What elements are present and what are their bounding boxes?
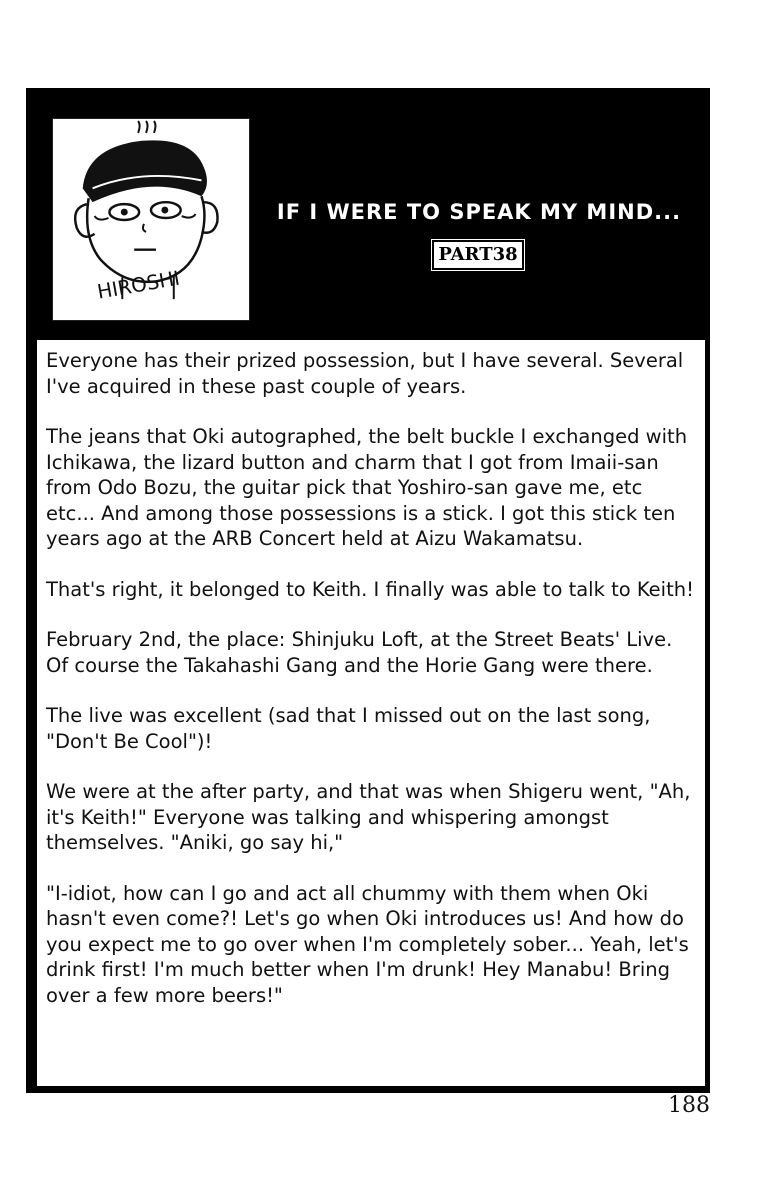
paragraph: "I-idiot, how can I go and act all chummy with them when Oki hasn't even come?! Let's go when Oki introduces us! And how do you expect me to go over when I'm completely sober... Yeah, let's drink first! I'm much better when I'm drunk! Hey Manabu! Bring over a few more beers!": [46, 881, 689, 1007]
part-badge: PART38: [432, 240, 524, 270]
author-portrait: [52, 118, 250, 321]
text-panel: [37, 340, 705, 1086]
page-title: IF I WERE TO SPEAK MY MIND...: [276, 200, 682, 224]
portrait-signature: HIROSHI: [95, 266, 182, 304]
paragraph: The live was excellent (sad that I missed out on the last song, "Don't Be Cool")!: [46, 704, 651, 753]
hiroshi-portrait-drawing: [53, 119, 249, 320]
page-number: 188: [668, 1093, 710, 1118]
paragraph: The jeans that Oki autographed, the belt buckle I exchanged with Ichikawa, the lizard button and charm that I got from Imaii-san from Odo Bozu, the guitar pick that Yoshiro-san gave me, etc etc... And among those possessions is a stick. I got this stick ten years ago at the ARB Concert held at Aizu Wakamatsu.: [46, 425, 688, 550]
paragraph: That's right, it belonged to Keith. I finally was able to talk to Keith!: [46, 577, 694, 601]
paragraph: Everyone has their prized possession, but I have several. Several I've acquired in these past couple of years.: [46, 349, 684, 398]
paragraph: February 2nd, the place: Shinjuku Loft, at the Street Beats' Live. Of course the Takahashi Gang and the Horie Gang were there.: [46, 628, 673, 677]
paragraph: We were at the after party, and that was when Shigeru went, "Ah, it's Keith!" Everyone was talking and whispering amongst themselves. "Aniki, go say hi,": [46, 780, 691, 854]
